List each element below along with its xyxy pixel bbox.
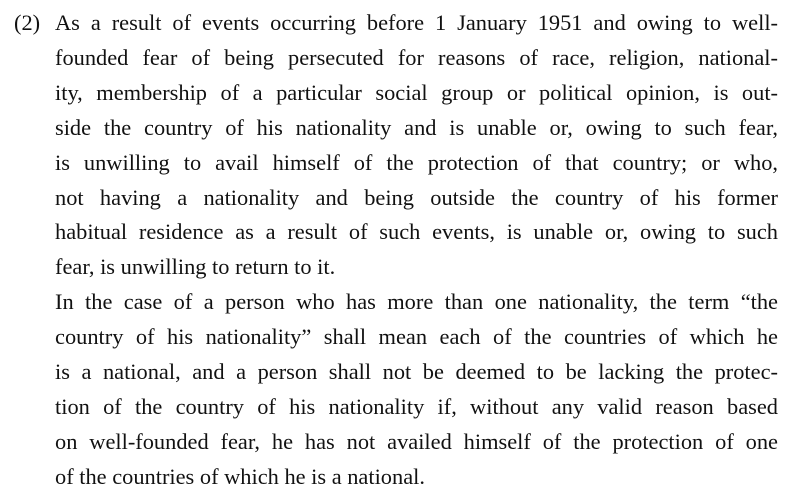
text-line-2: founded fear of being persecuted for reasons of race, religion, national-	[55, 44, 778, 70]
paragraph-number: (2)	[14, 10, 41, 35]
text-line-4: side the country of his nationality and is unable or, owing to such fear,	[55, 114, 778, 140]
text-line-8: fear, is unwilling to return to it.	[55, 254, 336, 280]
text-line-5: is unwilling to avail himself of the protection of that country; or who,	[55, 149, 778, 175]
text-line-13: on well-founded fear, he has not availed himself of the protection of one	[55, 428, 778, 454]
text-line-3: ity, membership of a particular social group or political opinion, is out-	[55, 79, 778, 105]
text-line-11: is a national, and a person shall not be deemed to be lacking the protec-	[55, 359, 778, 384]
text-line-14: of the countries of which he is a national.	[55, 463, 425, 489]
text-line-9: In the case of a person who has more than one nationality, the term “the	[55, 289, 778, 315]
text-line-1: As a result of events occurring before 1 January 1951 and owing to well-	[55, 10, 778, 35]
text-line-10: country of his nationality” shall mean each of the countries of which he	[55, 324, 778, 350]
text-line-12: tion of the country of his nationality if, without any valid reason based	[55, 393, 778, 419]
text-line-6: not having a nationality and being outside the country of his former	[55, 184, 778, 210]
text-line-7: habitual residence as a result of such events, is unable or, owing to such	[55, 219, 778, 245]
